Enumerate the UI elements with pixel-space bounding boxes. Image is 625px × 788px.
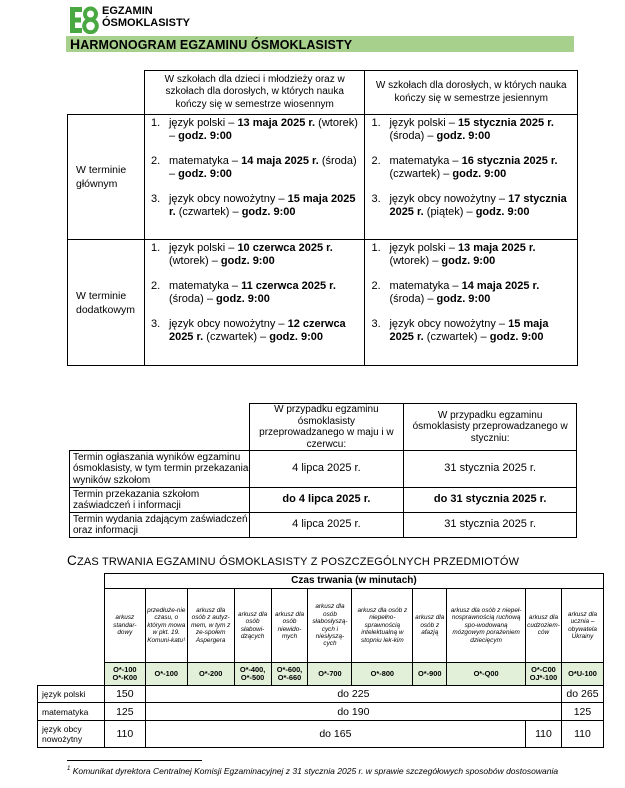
sheet-code: O*-200 <box>187 663 234 686</box>
exam-date: 15 maja 2025 r. <box>168 193 356 218</box>
duration-extended: do 225 <box>145 686 561 703</box>
durations-subject-row <box>38 686 604 703</box>
subject-name: język polski <box>38 686 105 703</box>
durations-subject-row <box>38 703 604 721</box>
exam-item-number: 1. <box>150 242 161 254</box>
exam-subject: język polski – <box>389 117 458 129</box>
exam-subject: język obcy nowożytny – <box>389 318 509 330</box>
exam-item-text <box>389 242 571 268</box>
exam-date: 10 czerwca 2025 r. <box>237 242 333 254</box>
schedule-header-spring: W szkołach dla dzieci i młodzieży oraz w szkołach dla dorosłych, w których nauka kończy się w semestrze wiosennym <box>144 71 365 115</box>
exam-item-text <box>389 193 571 219</box>
sheet-code: O*-900 <box>413 663 447 686</box>
exam-time: godz. 9:00 <box>475 206 530 218</box>
sheet-code: O*-100 <box>145 663 187 686</box>
exam-time: godz. 9:00 <box>241 206 296 218</box>
exam-date: 13 maja 2025 r. <box>237 117 316 129</box>
exam-time: godz. 9:00 <box>441 255 496 267</box>
results-header-may: W przypadku egzaminu ósmoklasisty przeprowadzanego w maju i w czerwcu: <box>249 404 404 451</box>
duration-extended: do 190 <box>145 703 561 721</box>
exam-weekday: (wtorek) – <box>168 255 221 267</box>
duration-foreigners: 110 <box>525 721 561 748</box>
exam-time: godz. 9:00 <box>178 130 232 142</box>
exam-date: 13 maja 2025 r. <box>457 242 536 254</box>
schedule-cell-autumn-main <box>365 115 578 240</box>
exam-item-text <box>169 117 359 143</box>
durations-subject-row <box>38 721 604 748</box>
results-row-label: Termin wydania zdającym zaświadczeń oraz informacji <box>70 513 250 538</box>
sheet-type-header: arkusz dla osób z niepełno-sprawnością intelektualną w stopniu lek-kim <box>352 589 413 663</box>
schedule-row-label: W terminie głównym <box>68 115 145 240</box>
exam-item-number: 3. <box>150 193 161 205</box>
sheet-code: O*-800 <box>352 663 413 686</box>
sheet-code: O*-600, O*-660 <box>271 663 308 686</box>
results-value-may: 4 lipca 2025 r. <box>249 513 404 538</box>
exam-item-number: 3. <box>150 318 161 330</box>
sheet-type-header: przedłuże-nie czasu, o którym mowa w pkt. 19. Komuni-katu¹ <box>145 589 187 663</box>
sheet-type-header: arkusz dla osób z niepeł-nosprawnością ruchową spo-wodowaną mózgowym porażeniem dziecięcym <box>447 589 526 663</box>
durations-header: Czas trwania (w minutach) <box>104 574 603 589</box>
sheet-code: O*-700 <box>308 663 352 686</box>
exam-item <box>151 280 359 306</box>
exam-item <box>151 318 359 344</box>
exam-item-text <box>389 280 571 306</box>
exam-subject: język polski – <box>389 242 458 254</box>
exam-date: 16 stycznia 2025 r. <box>461 155 558 167</box>
exam-time: godz. 9:00 <box>220 255 275 267</box>
results-value-may: do 4 lipca 2025 r. <box>249 488 404 513</box>
exam-item-text <box>169 318 359 344</box>
sheet-type-header: arkusz dla osób słabowi-dzących <box>234 589 271 663</box>
results-row <box>70 488 577 513</box>
exam-weekday: (środa) – <box>389 130 437 142</box>
exam-item-number: 2. <box>150 280 161 292</box>
schedule-table <box>67 70 578 366</box>
sheet-type-header: arkusz dla osób z afazją <box>413 589 447 663</box>
results-header-row <box>70 404 577 451</box>
exam-weekday: (środa) – <box>389 293 437 305</box>
exam-date: 17 stycznia 2025 r. <box>389 193 567 218</box>
exam-subject: język polski – <box>168 117 238 129</box>
exam-date: 12 czerwca 2025 r. <box>168 318 346 343</box>
exam-subject: język obcy nowożytny – <box>168 193 288 205</box>
schedule-cell-autumn-additional <box>365 240 578 366</box>
exam-subject: matematyka – <box>168 280 242 292</box>
exam-item <box>151 117 359 143</box>
footnote-separator <box>67 760 202 761</box>
durations-code-row <box>38 663 604 686</box>
subject-name: matematyka <box>38 703 105 721</box>
exam-weekday: (czwartek) – <box>203 331 270 343</box>
schedule-row-additional <box>68 240 578 366</box>
results-value-january: 31 stycznia 2025 r. <box>404 451 577 488</box>
exam-weekday: (środa) – <box>168 155 357 180</box>
exam-time: godz. 9:00 <box>269 331 324 343</box>
exam-item-text <box>169 193 359 219</box>
duration-standard: 150 <box>104 686 145 703</box>
exam-item <box>371 318 571 344</box>
exam-item <box>371 242 571 268</box>
exam-time: godz. 9:00 <box>178 168 232 180</box>
results-header-january: W przypadku egzaminu ósmoklasisty przeprowadzanego w styczniu: <box>404 404 577 451</box>
exam-weekday: (piątek) – <box>423 206 476 218</box>
results-row-label: Termin ogłaszania wyników egzaminu ósmoklasisty, w tym termin przekazania wyników szkołom <box>70 451 250 488</box>
exam-item-text <box>389 117 571 143</box>
exam-item <box>151 193 359 219</box>
duration-ukraine: 110 <box>561 721 603 748</box>
exam-time: godz. 9:00 <box>436 130 491 142</box>
exam-date: 14 maja 2025 r. <box>241 155 319 167</box>
exam-item <box>371 280 571 306</box>
exam-item-number: 2. <box>150 155 161 167</box>
durations-title-initial: C <box>67 553 77 568</box>
schedule-corner <box>68 71 145 115</box>
exam-date: 14 maja 2025 r. <box>461 280 540 292</box>
title-rest: ARMONOGRAM EGZAMINU ÓSMOKLASISTY <box>80 38 353 52</box>
exam-subject: matematyka – <box>389 155 462 167</box>
durations-header-row <box>38 574 604 589</box>
results-value-january: 31 stycznia 2025 r. <box>404 513 577 538</box>
sheet-type-header: arkusz standar-dowy <box>104 589 145 663</box>
exam-item <box>371 193 571 219</box>
exam-item <box>371 117 571 143</box>
subject-name: język obcy nowożytny <box>38 721 105 748</box>
durations-corner <box>38 574 105 686</box>
exam-item-text <box>389 318 571 344</box>
results-row-label: Termin przekazania szkołom zaświadczeń i informacji <box>70 488 250 513</box>
schedule-header-autumn: W szkołach dla dorosłych, w których nauka kończy się w semestrze jesiennym <box>365 71 578 115</box>
exam-item-number: 3. <box>371 193 381 205</box>
exam-weekday: (środa) – <box>168 293 217 305</box>
exam-time: godz. 9:00 <box>436 293 491 305</box>
exam-subject: język polski – <box>168 242 238 254</box>
results-value-may: 4 lipca 2025 r. <box>249 451 404 488</box>
exam-item-text <box>389 155 571 181</box>
results-row <box>70 513 577 538</box>
exam-item-number: 1. <box>371 117 381 129</box>
exam-date: 15 stycznia 2025 r. <box>457 117 554 129</box>
exam-weekday: (czwartek) – <box>175 206 242 218</box>
results-value-january: do 31 stycznia 2025 r. <box>404 488 577 513</box>
exam-item-text <box>169 280 359 306</box>
page-title <box>70 37 352 52</box>
exam-item-text <box>169 242 359 268</box>
title-initial: H <box>70 36 81 52</box>
sheet-type-header: arkusz dla osób niewido-mych <box>271 589 308 663</box>
exam-item <box>151 155 359 181</box>
exam-date: 15 maja 2025 r. <box>389 318 549 343</box>
durations-section-title <box>67 553 519 568</box>
exam-weekday: (czwartek) – <box>423 331 490 343</box>
sheet-code: O*-C00 OJ*-100 <box>525 663 561 686</box>
duration-ukraine: 125 <box>561 703 603 721</box>
footnote-text: Komunikat dyrektora Centralnej Komisji Egzaminacyjnej z 31 stycznia 2025 r. w sprawie szczegółowych sposobów dostosowania <box>70 766 559 776</box>
exam-weekday: (wtorek) – <box>389 255 442 267</box>
exam-item-number: 3. <box>371 318 381 330</box>
exam-item <box>371 155 571 181</box>
sheet-code: O*-400, O*-500 <box>234 663 271 686</box>
sheet-code: O*U-100 <box>561 663 603 686</box>
results-corner <box>70 404 250 451</box>
sheet-code: O*-Q00 <box>447 663 526 686</box>
schedule-cell-spring-additional <box>144 240 365 366</box>
sheet-type-header: arkusz dla osób słabosłyszą-cych i niesłyszą-cych <box>308 589 352 663</box>
exam-time: godz. 9:00 <box>216 293 270 305</box>
exam-subject: język obcy nowożytny – <box>389 193 509 205</box>
duration-ukraine: do 265 <box>561 686 603 703</box>
duration-standard: 110 <box>104 721 145 748</box>
schedule-cell-spring-main <box>144 115 365 240</box>
sheet-type-header: arkusz dla cudzoziem-ców <box>525 589 561 663</box>
durations-table <box>37 573 604 748</box>
exam-weekday: (czwartek) – <box>389 168 453 180</box>
logo-line-1: EGZAMIN <box>102 5 153 17</box>
exam-time: godz. 9:00 <box>452 168 507 180</box>
sheet-type-header: arkusz dla ucznia – obywatela Ukrainy <box>561 589 603 663</box>
e8-logo-icon <box>69 6 99 34</box>
exam-subject: język obcy nowożytny – <box>168 318 288 330</box>
exam-date: 11 czerwca 2025 r. <box>241 280 336 292</box>
schedule-row-label: W terminie dodatkowym <box>68 240 145 366</box>
footnote-number: 1 <box>67 766 71 773</box>
schedule-row-main <box>68 115 578 240</box>
exam-item-number: 2. <box>371 280 381 292</box>
exam-time: godz. 9:00 <box>489 331 544 343</box>
results-row <box>70 451 577 488</box>
exam-item-number: 2. <box>371 155 381 167</box>
durations-title-rest: ZAS TRWANIA EGZAMINU ÓSMOKLASISTY Z POSZCZEGÓLNYCH PRZEDMIOTÓW <box>76 556 520 568</box>
results-table <box>69 403 577 538</box>
durations-subheader-row <box>38 589 604 663</box>
logo-line-2: ÓSMOKLASISTY <box>102 17 191 29</box>
exam-item <box>151 242 359 268</box>
schedule-header-row <box>68 71 578 115</box>
exam-item-number: 1. <box>371 242 381 254</box>
logo-wordmark <box>102 5 190 29</box>
sheet-code: O*-100 O*-K00 <box>104 663 145 686</box>
footnote <box>67 766 558 776</box>
duration-extended: do 165 <box>145 721 525 748</box>
exam-item-text <box>169 155 359 181</box>
exam-subject: matematyka – <box>168 155 242 167</box>
exam-weekday: (wtorek) – <box>168 117 358 142</box>
duration-standard: 125 <box>104 703 145 721</box>
exam-subject: matematyka – <box>389 280 462 292</box>
sheet-type-header: arkusz dla osób z autyz-mem, w tym z ze-społem Aspergera <box>187 589 234 663</box>
exam-item-number: 1. <box>150 117 161 129</box>
